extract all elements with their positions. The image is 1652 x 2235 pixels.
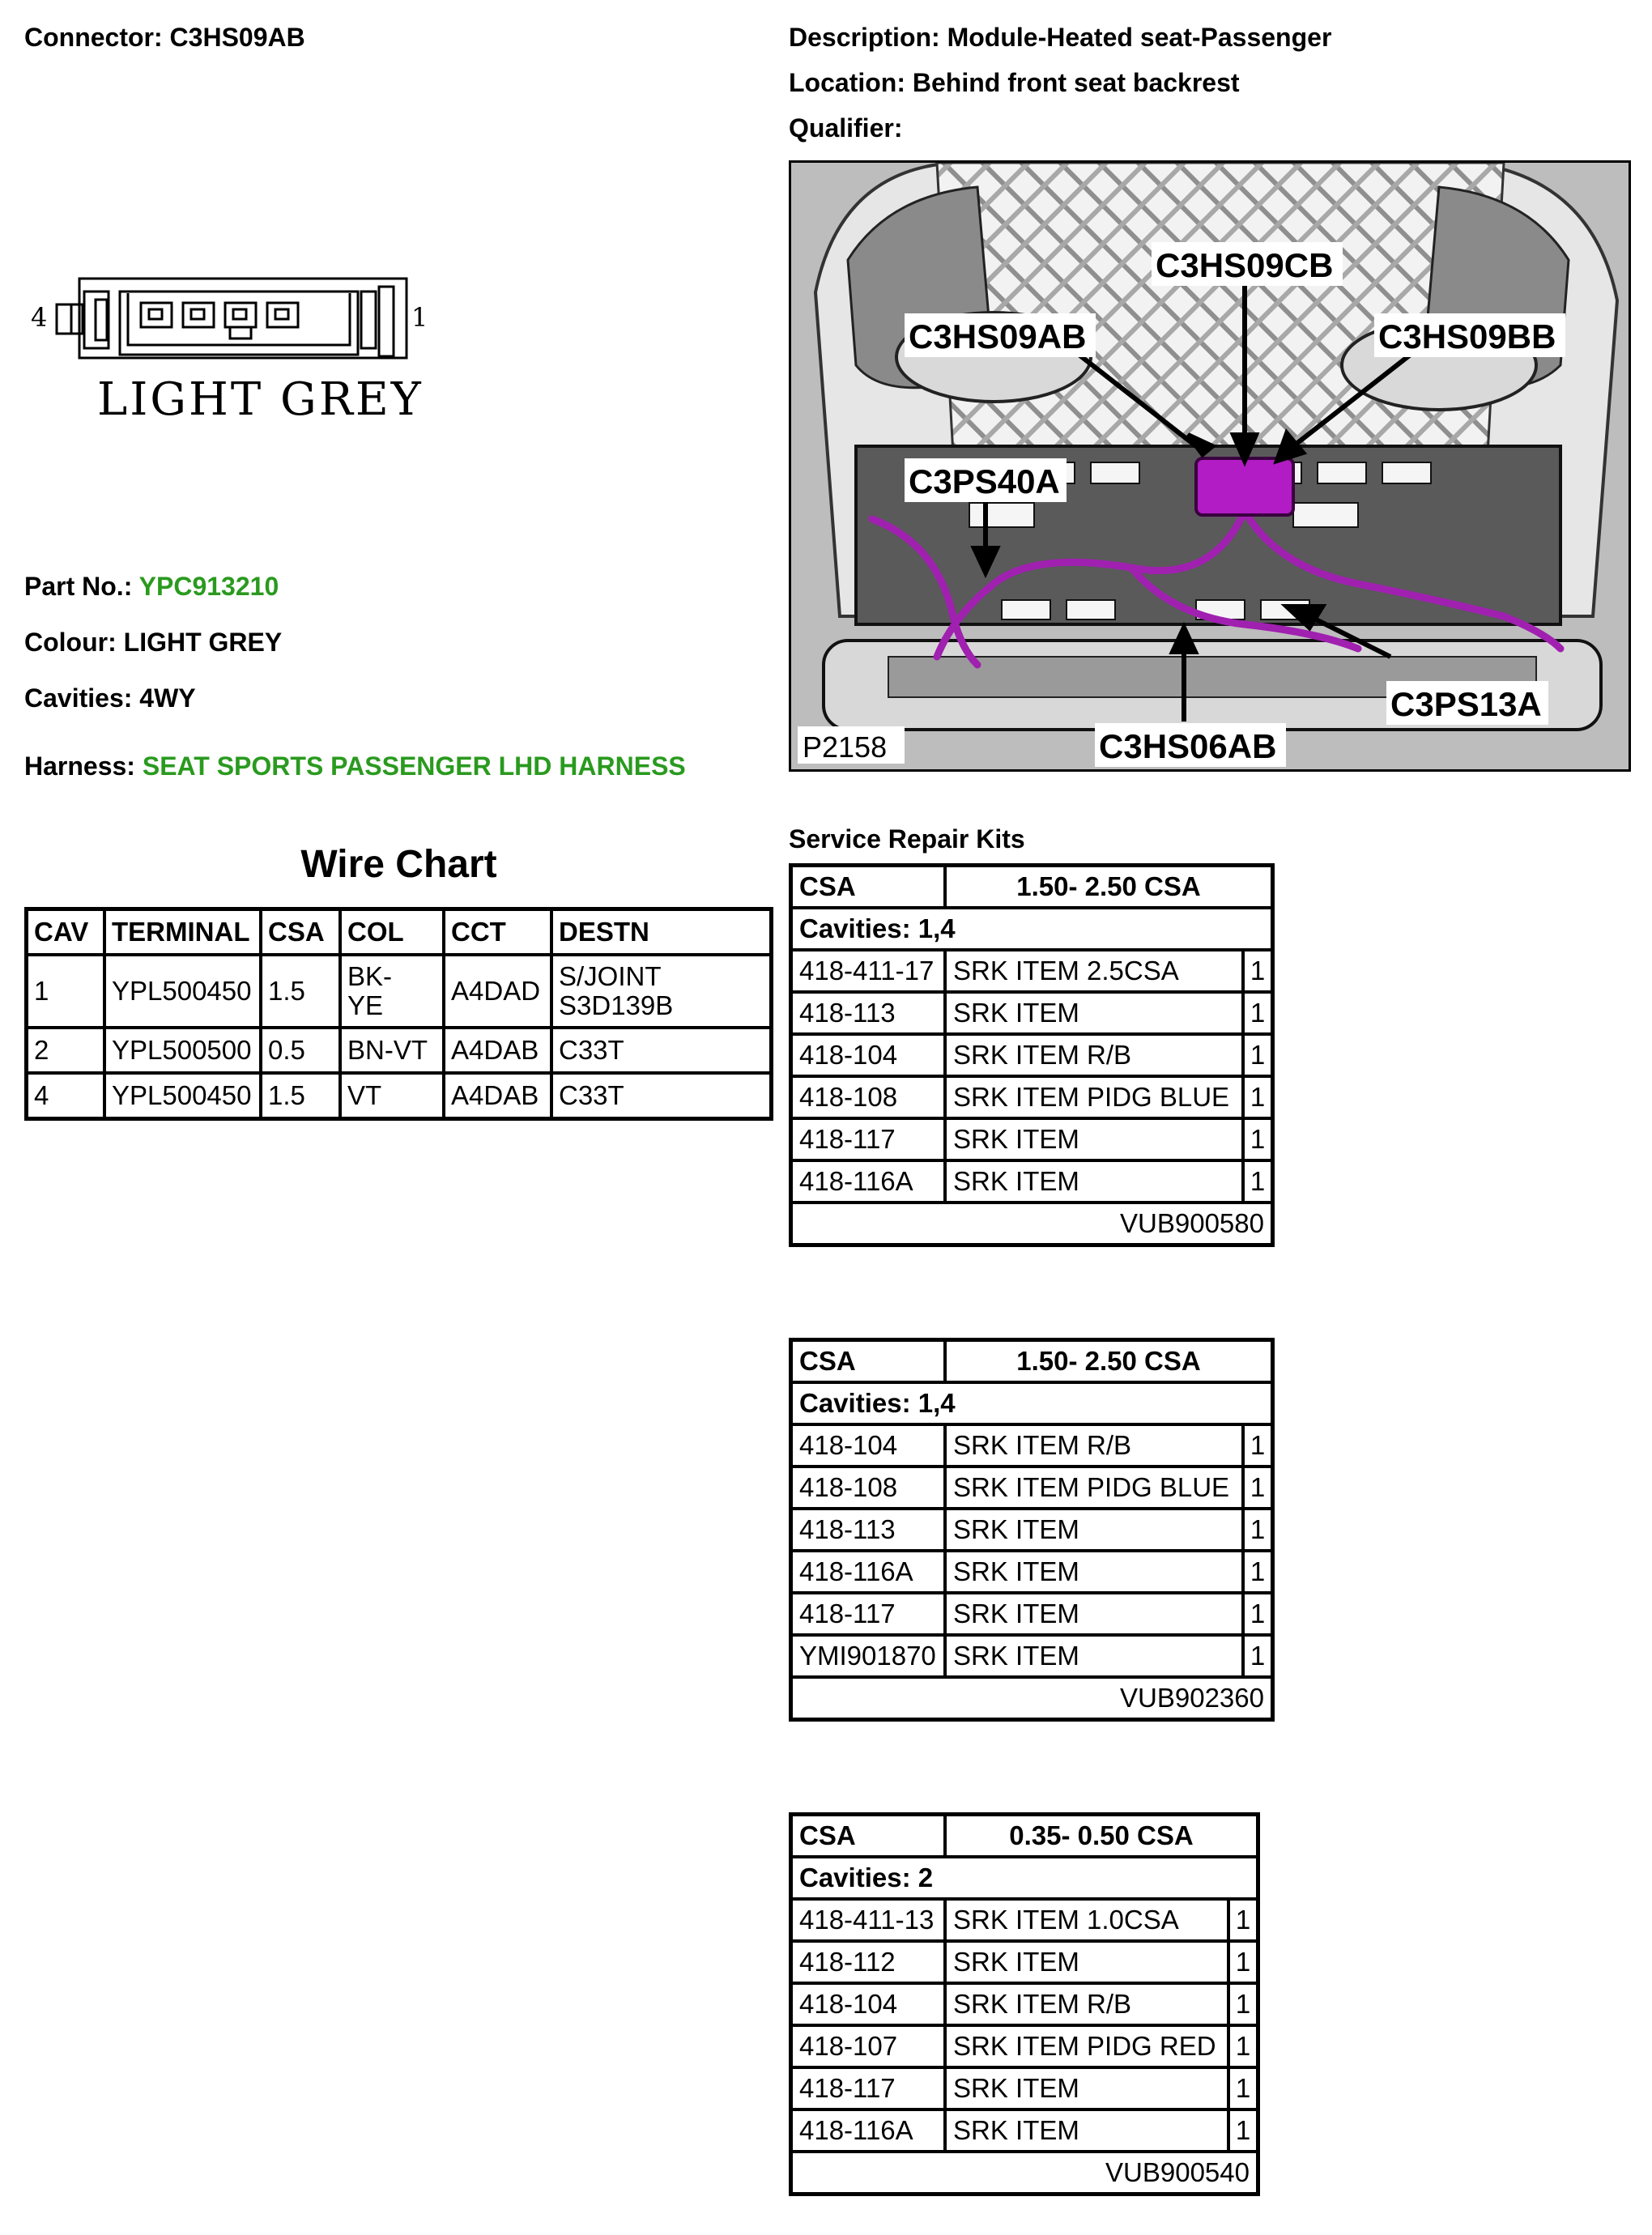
kit-item-part: 418-117 (791, 1593, 946, 1635)
kit-csa-range: 0.35- 0.50 CSA (945, 1815, 1258, 1858)
col-header-csa: CSA (261, 909, 340, 956)
col-header-destn: DESTN (551, 909, 772, 956)
cell-cav: 2 (27, 1028, 105, 1073)
table-row (791, 992, 1273, 1034)
kit-item-desc: SRK ITEM 2.5CSA (945, 950, 1243, 992)
harness-field (24, 750, 686, 782)
cell-csa: 1.5 (261, 1073, 340, 1119)
qualifier-label: Qualifier: (789, 113, 903, 143)
kit-item-desc: SRK ITEM (945, 1593, 1243, 1635)
cell-destn: S/JOINT S3D139B (551, 955, 772, 1028)
kit-item-part: 418-104 (791, 1034, 946, 1076)
kit-item-qty: 1 (1243, 1424, 1273, 1467)
kit-item-qty: 1 (1243, 1593, 1273, 1635)
table-row (27, 955, 772, 1028)
col-header-col: COL (340, 909, 444, 956)
repair-kit-table-3 (789, 1812, 1260, 2196)
colour-value: LIGHT GREY (123, 628, 283, 657)
table-row (791, 1118, 1273, 1160)
cell-col (340, 955, 444, 1028)
callout-c3hs09ab: C3HS09AB (909, 317, 1087, 355)
kit-number: VUB902360 (791, 1677, 1273, 1720)
kit-item-desc: SRK ITEM R/B (945, 1424, 1243, 1467)
cell-col: VT (340, 1073, 444, 1119)
kit-item-qty: 1 (1243, 1509, 1273, 1551)
kit-item-part: 418-112 (791, 1941, 946, 1983)
kit-csa-range: 1.50- 2.50 CSA (945, 866, 1273, 909)
cell-terminal: YPL500500 (104, 1028, 261, 1073)
wire-chart-title: Wire Chart (300, 843, 497, 886)
kit-item-qty: 1 (1228, 1941, 1258, 1983)
connector-outline (57, 279, 407, 358)
qualifier-field (789, 112, 902, 144)
kit-number-row (791, 1677, 1273, 1720)
col-header-terminal: TERMINAL (104, 909, 261, 956)
table-row (27, 1073, 772, 1119)
table-row (791, 1076, 1273, 1118)
col-header-cav: CAV (27, 909, 105, 956)
kit-header-row (791, 1815, 1258, 1858)
kit-item-desc: SRK ITEM (945, 2109, 1228, 2152)
description-label: Description: (789, 23, 940, 52)
kit-csa-label: CSA (791, 1340, 946, 1383)
col-header-cct: CCT (444, 909, 551, 956)
table-row (791, 2025, 1258, 2067)
pin-1-label: 1 (411, 302, 428, 333)
cavities-field (24, 682, 196, 714)
kit-header-row (791, 1340, 1273, 1383)
cell-destn: C33T (551, 1073, 772, 1119)
description-field (789, 21, 1331, 53)
table-row (791, 1034, 1273, 1076)
callout-c3ps40a: C3PS40A (909, 462, 1060, 500)
kit-cavities: Cavities: 1,4 (791, 1382, 1273, 1424)
connector-colour-text: LIGHT GREY (97, 373, 424, 426)
table-row (791, 1635, 1273, 1677)
kit-item-part: 418-116A (791, 1160, 946, 1203)
kit-number-row (791, 1203, 1273, 1245)
cell-destn: C33T (551, 1028, 772, 1073)
kit-item-qty: 1 (1228, 2067, 1258, 2109)
kit-item-qty: 1 (1243, 1034, 1273, 1076)
kit-item-part: 418-117 (791, 1118, 946, 1160)
kit-item-desc: SRK ITEM (945, 1118, 1243, 1160)
connector-value: C3HS09AB (169, 23, 305, 52)
kit-item-part: 418-113 (791, 1509, 946, 1551)
part-no-label: Part No.: (24, 572, 133, 601)
colour-label: Colour: (24, 628, 117, 657)
part-no-field (24, 570, 279, 602)
repair-kit-table-1 (789, 863, 1275, 1247)
table-row (791, 1899, 1258, 1941)
kit-item-qty: 1 (1243, 950, 1273, 992)
kit-cavities: Cavities: 1,4 (791, 908, 1273, 950)
kit-item-desc: SRK ITEM R/B (945, 1983, 1228, 2025)
cavities-label: Cavities: (24, 683, 133, 713)
kit-item-part: 418-113 (791, 992, 946, 1034)
kit-item-desc: SRK ITEM PIDG BLUE (945, 1467, 1243, 1509)
connector-face-diagram (28, 267, 432, 462)
kit-item-qty: 1 (1243, 1635, 1273, 1677)
kit-item-desc: SRK ITEM (945, 1635, 1243, 1677)
kit-item-desc: SRK ITEM 1.0CSA (945, 1899, 1228, 1941)
location-field (789, 66, 1240, 99)
table-row (791, 1983, 1258, 2025)
kit-item-part: 418-104 (791, 1424, 946, 1467)
kit-item-desc: SRK ITEM PIDG BLUE (945, 1076, 1243, 1118)
cell-csa: 0.5 (261, 1028, 340, 1073)
location-label: Location: (789, 68, 905, 97)
harness-label: Harness: (24, 751, 135, 781)
part-no-value: YPC913210 (138, 572, 279, 601)
table-row (791, 1551, 1273, 1593)
kit-item-desc: SRK ITEM (945, 992, 1243, 1034)
kit-item-qty: 1 (1243, 1076, 1273, 1118)
harness-value: SEAT SPORTS PASSENGER LHD HARNESS (142, 751, 686, 781)
kit-cavities-row (791, 1382, 1273, 1424)
cavities-value: 4WY (139, 683, 196, 713)
wire-chart-header-row (27, 909, 772, 956)
kit-item-part: 418-108 (791, 1076, 946, 1118)
kit-item-part: 418-117 (791, 2067, 946, 2109)
location-value: Behind front seat backrest (912, 68, 1240, 97)
kit-item-qty: 1 (1228, 2025, 1258, 2067)
callout-c3hs09bb: C3HS09BB (1378, 317, 1556, 355)
table-row (791, 1467, 1273, 1509)
repair-kit-table-2 (789, 1338, 1275, 1722)
kit-csa-label: CSA (791, 1815, 946, 1858)
kit-item-desc: SRK ITEM R/B (945, 1034, 1243, 1076)
kit-item-desc: SRK ITEM (945, 1509, 1243, 1551)
kit-number: VUB900540 (791, 2152, 1258, 2195)
table-row (791, 1509, 1273, 1551)
kit-item-desc: SRK ITEM (945, 1160, 1243, 1203)
kit-cavities: Cavities: 2 (791, 1857, 1258, 1899)
wire-chart-table (24, 907, 773, 1121)
service-repair-kits-heading: Service Repair Kits (789, 824, 1025, 854)
kit-cavities-row (791, 908, 1273, 950)
kit-item-qty: 1 (1243, 1467, 1273, 1509)
callout-c3ps13a: C3PS13A (1390, 685, 1542, 723)
kit-item-part: 418-107 (791, 2025, 946, 2067)
location-photo (789, 160, 1631, 772)
kit-item-desc: SRK ITEM (945, 1551, 1243, 1593)
kit-item-qty: 1 (1243, 1118, 1273, 1160)
kit-item-part: 418-108 (791, 1467, 946, 1509)
kit-item-part: 418-411-13 (791, 1899, 946, 1941)
kit-item-part: 418-104 (791, 1983, 946, 2025)
kit-header-row (791, 866, 1273, 909)
cell-terminal: YPL500450 (104, 955, 261, 1028)
module-connector-block (1196, 458, 1293, 515)
kit-item-qty: 1 (1243, 992, 1273, 1034)
table-row (791, 1424, 1273, 1467)
cell-csa: 1.5 (261, 955, 340, 1028)
table-row (27, 1028, 772, 1073)
kit-item-part: 418-411-17 (791, 950, 946, 992)
cell-cct: A4DAB (444, 1028, 551, 1073)
kit-item-qty: 1 (1243, 1551, 1273, 1593)
pin-4-label: 4 (31, 302, 48, 333)
table-row (791, 1941, 1258, 1983)
kit-item-part: 418-116A (791, 1551, 946, 1593)
cell-col-text: BK-YE (347, 961, 393, 1020)
description-value: Module-Heated seat-Passenger (947, 23, 1332, 52)
cell-cav: 1 (27, 955, 105, 1028)
cell-cct: A4DAD (444, 955, 551, 1028)
cell-cct: A4DAB (444, 1073, 551, 1119)
table-row (791, 1593, 1273, 1635)
table-row (791, 2109, 1258, 2152)
kit-item-part: YMI901870 (791, 1635, 946, 1677)
photo-reference: P2158 (803, 730, 888, 764)
kit-number-row (791, 2152, 1258, 2195)
kit-item-qty: 1 (1228, 1899, 1258, 1941)
cell-cav: 4 (27, 1073, 105, 1119)
kit-item-part: 418-116A (791, 2109, 946, 2152)
kit-item-qty: 1 (1228, 2109, 1258, 2152)
table-row (791, 1160, 1273, 1203)
callout-c3hs09cb: C3HS09CB (1156, 246, 1334, 284)
kit-cavities-row (791, 1857, 1258, 1899)
kit-item-qty: 1 (1228, 1983, 1258, 2025)
connector-label: Connector: (24, 23, 163, 52)
cell-terminal: YPL500450 (104, 1073, 261, 1119)
kit-item-desc: SRK ITEM (945, 2067, 1228, 2109)
kit-item-qty: 1 (1243, 1160, 1273, 1203)
colour-field (24, 626, 282, 658)
connector-field (24, 21, 305, 53)
kit-number: VUB900580 (791, 1203, 1273, 1245)
table-row (791, 2067, 1258, 2109)
cell-col: BN-VT (340, 1028, 444, 1073)
kit-csa-range: 1.50- 2.50 CSA (945, 1340, 1273, 1383)
kit-item-desc: SRK ITEM PIDG RED (945, 2025, 1228, 2067)
table-row (791, 950, 1273, 992)
kit-csa-label: CSA (791, 866, 946, 909)
callout-c3hs06ab: C3HS06AB (1099, 727, 1277, 765)
kit-item-desc: SRK ITEM (945, 1941, 1228, 1983)
